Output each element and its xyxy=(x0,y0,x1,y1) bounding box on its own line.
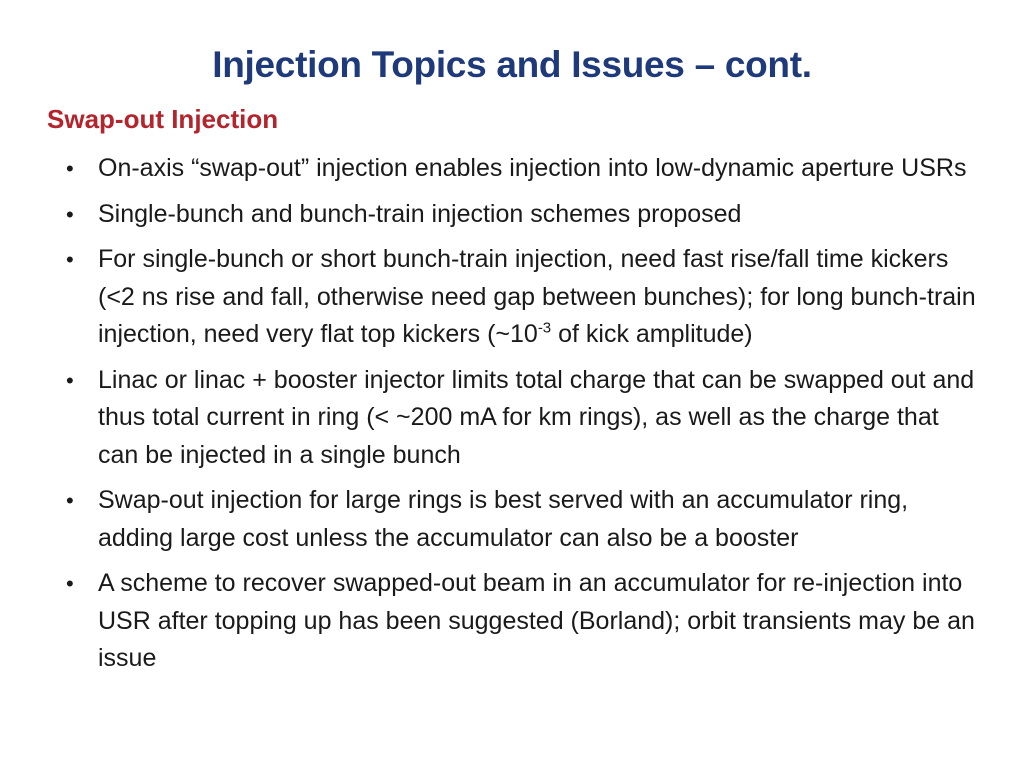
bullet-text xyxy=(98,241,976,354)
bullet-text: Single-bunch and bunch-train injection schemes proposed xyxy=(98,199,742,228)
bullet-icon: • xyxy=(66,571,74,596)
bullet-icon: • xyxy=(66,156,74,181)
bullet-text: A scheme to recover swapped-out beam in an accumulator for re-injection into USR after topping up has been suggested (Borland); orbit transients may be an issue xyxy=(98,569,975,672)
bullet-icon: • xyxy=(66,367,74,393)
bullet-text: Swap-out injection for large rings is best served with an accumulator ring, adding large cost unless the accumulator can also be a booster xyxy=(98,486,909,552)
bullet-text-part: of kick amplitude) xyxy=(551,320,753,348)
bullet-item-6 xyxy=(66,565,976,678)
section-heading: Swap-out Injection xyxy=(47,104,279,134)
bullet-item-4 xyxy=(66,362,976,475)
bullet-list xyxy=(66,150,976,686)
bullet-text: On-axis “swap-out” injection enables injection into low-dynamic aperture USRs xyxy=(98,154,967,182)
bullet-item-1 xyxy=(66,150,976,188)
bullet-icon: • xyxy=(66,201,74,227)
exponent: -3 xyxy=(537,319,552,337)
slide-title: Injection Topics and Issues – cont. xyxy=(212,44,812,85)
bullet-text-part: For single-bunch or short bunch-train injection, need fast rise/fall time kickers (<2 ns rise and fall, otherwise need gap between bunches); for long bunch-train injection, need very flat top kickers (~10 xyxy=(98,245,976,348)
bullet-icon: • xyxy=(66,488,74,513)
bullet-item-2 xyxy=(66,196,976,234)
bullet-icon: • xyxy=(66,247,74,272)
bullet-item-5 xyxy=(66,482,976,557)
bullet-item-3 xyxy=(66,241,976,354)
bullet-text: Linac or linac + booster injector limits total charge that can be swapped out and thus total current in ring (< ~200 mA for km rings), as well as the charge that can be injected in a single bunch xyxy=(98,365,975,469)
